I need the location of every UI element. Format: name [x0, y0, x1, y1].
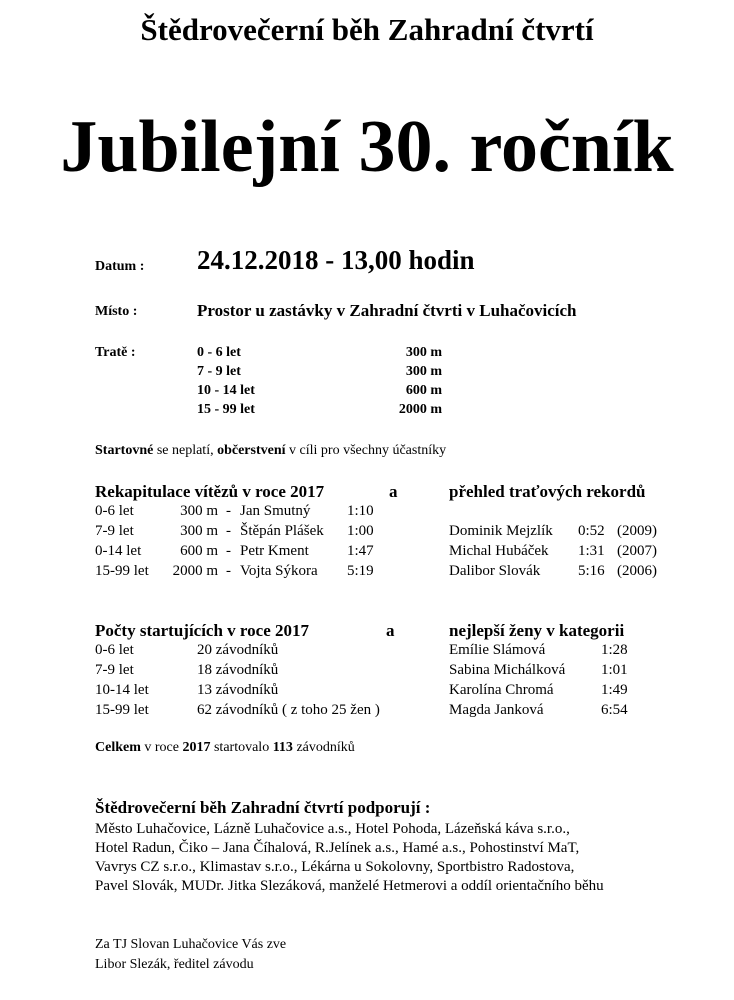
sponsors-heading: Štědrovečerní běh Zahradní čtvrtí podporují :: [95, 798, 431, 817]
record-year: (2007): [617, 543, 657, 559]
track-age: 7 - 9 let: [197, 364, 241, 379]
starters-age: 0-6 let: [95, 642, 134, 658]
sponsors-line: Hotel Radun, Čiko – Jana Číhalová, R.Jelínek a.s., Hamé a.s., Pohostinství MaT,: [95, 840, 580, 856]
total-line: [95, 740, 355, 756]
winner-age: 0-6 let: [95, 503, 134, 519]
starters-count: 13 závodníků: [197, 682, 279, 698]
total-text-3: závodníků: [292, 740, 355, 755]
record-time: 1:31: [578, 543, 605, 559]
sponsors-line: Pavel Slovák, MUDr. Jitka Slezáková, manželé Hetmerovi a oddíl orientačního běhu: [95, 878, 604, 894]
winner-dash: -: [226, 543, 231, 559]
winner-name: Jan Smutný: [240, 503, 311, 519]
woman-time: 1:28: [601, 642, 628, 658]
record-time: 0:52: [578, 523, 605, 539]
total-text-1: v roce: [140, 740, 183, 755]
woman-name: Sabina Michálková: [449, 662, 566, 678]
winner-time: 1:10: [347, 503, 374, 519]
track-distance: 300 m: [405, 345, 442, 360]
records-heading: přehled traťových rekordů: [449, 482, 646, 501]
woman-time: 1:01: [601, 662, 628, 678]
winner-name: Petr Kment: [240, 543, 309, 559]
record-name: Michal Hubáček: [449, 543, 549, 559]
record-time: 5:16: [578, 563, 605, 579]
place-label: Místo :: [95, 304, 138, 319]
invitation-line: Za TJ Slovan Luhačovice Vás zve: [95, 937, 287, 952]
record-year: (2006): [617, 563, 657, 579]
starters-count: 62 závodníků ( z toho 25 žen ): [197, 702, 380, 718]
winner-dash: -: [226, 523, 231, 539]
winner-age: 0-14 let: [95, 543, 142, 559]
total-celkem: Celkem: [95, 740, 141, 755]
track-distance: 300 m: [405, 364, 442, 379]
date-value: 24.12.2018 - 13,00 hodin: [197, 245, 475, 275]
winners-conj: a: [389, 482, 398, 501]
starters-age: 15-99 let: [95, 702, 149, 718]
fee-line: [95, 443, 446, 459]
woman-time: 1:49: [601, 682, 628, 698]
track-distance: 2000 m: [398, 402, 442, 417]
track-distance: 600 m: [405, 383, 442, 398]
woman-name: Karolína Chromá: [449, 682, 554, 698]
total-count: 113: [272, 740, 293, 755]
winner-time: 5:19: [347, 563, 374, 579]
starters-age: 10-14 let: [95, 682, 149, 698]
event-title: Štědrovečerní běh Zahradní čtvrtí: [140, 12, 594, 47]
starters-count: 20 závodníků: [197, 642, 279, 658]
fee-obcerstveni: občerstvení: [217, 443, 286, 458]
director-line: Libor Slezák, ředitel závodu: [95, 957, 254, 972]
fee-text-2: v cíli pro všechny účastníky: [285, 443, 447, 458]
winner-time: 1:00: [347, 523, 374, 539]
winner-age: 7-9 let: [95, 523, 134, 539]
sponsors-line: Vavrys CZ s.r.o., Klimastav s.r.o., Lékárna u Sokolovny, Sportbistro Radostova,: [95, 859, 575, 875]
women-heading: nejlepší ženy v kategorii: [449, 621, 625, 640]
record-name: Dominik Mejzlík: [449, 523, 553, 539]
tracks-label: Tratě :: [95, 345, 136, 360]
record-name: Dalibor Slovák: [449, 563, 541, 579]
track-age: 0 - 6 let: [197, 345, 241, 360]
winner-distance: 600 m: [180, 543, 218, 559]
fee-text-1: se neplatí,: [153, 443, 218, 458]
winner-distance: 300 m: [180, 503, 218, 519]
starters-count: 18 závodníků: [197, 662, 279, 678]
winner-time: 1:47: [347, 543, 374, 559]
starters-heading: Počty startujících v roce 2017: [95, 621, 310, 640]
date-label: Datum :: [95, 259, 145, 274]
track-age: 15 - 99 let: [197, 402, 255, 417]
winner-distance: 300 m: [180, 523, 218, 539]
winner-dash: -: [226, 563, 231, 579]
winner-name: Vojta Sýkora: [240, 563, 318, 579]
starters-age: 7-9 let: [95, 662, 134, 678]
record-year: (2009): [617, 523, 657, 539]
place-value: Prostor u zastávky v Zahradní čtvrti v Luhačovicích: [197, 301, 577, 320]
sponsors-line: Město Luhačovice, Lázně Luhačovice a.s., Hotel Pohoda, Lázeňská káva s.r.o.,: [95, 821, 570, 837]
woman-name: Emílie Slámová: [449, 642, 546, 658]
total-year: 2017: [182, 740, 211, 755]
woman-time: 6:54: [601, 702, 628, 718]
starters-conj: a: [386, 621, 395, 640]
winner-distance: 2000 m: [172, 563, 218, 579]
winner-dash: -: [226, 503, 231, 519]
jubilee-title: Jubilejní 30. ročník: [60, 106, 674, 188]
fee-startovne: Startovné: [95, 443, 154, 458]
total-text-2: startovalo: [210, 740, 273, 755]
winner-name: Štěpán Plášek: [240, 523, 324, 539]
winners-heading: Rekapitulace vítězů v roce 2017: [95, 482, 325, 501]
track-age: 10 - 14 let: [197, 383, 255, 398]
winner-age: 15-99 let: [95, 563, 149, 579]
woman-name: Magda Janková: [449, 702, 544, 718]
